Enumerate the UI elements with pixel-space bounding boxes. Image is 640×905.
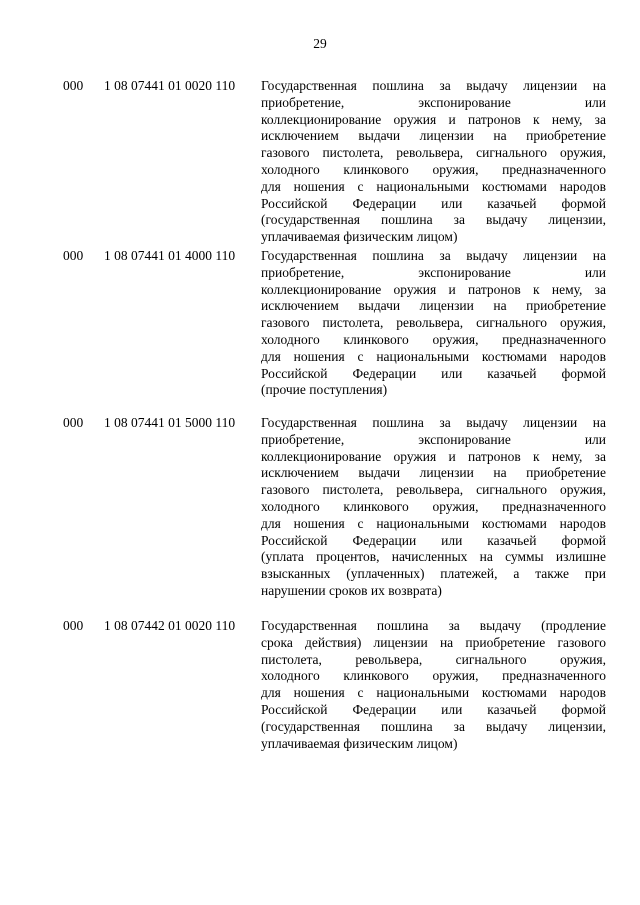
description-line: приобретение, экспонирование или — [261, 264, 606, 280]
description-line: (уплата процентов, начисленных на суммы излишне — [261, 549, 606, 565]
description-line: (государственная пошлина за выдачу лицензии, — [261, 212, 606, 228]
table-row — [0, 248, 640, 415]
description-line: холодного клинкового оружия, предназначенного — [261, 161, 606, 177]
description-line: нарушении сроков их возврата) — [261, 582, 442, 598]
page-number: 29 — [313, 36, 327, 51]
description-line: Российской Федерации или казачьей формой — [261, 701, 606, 717]
description-line: приобретение, экспонирование или — [261, 94, 606, 110]
description-line: холодного клинкового оружия, предназначенного — [261, 498, 606, 514]
description-line: Российской Федерации или казачьей формой — [261, 195, 606, 211]
description-line: Государственная пошлина за выдачу лицензии на — [261, 248, 606, 263]
description-line: коллекционирование оружия и патронов к нему, за — [261, 281, 606, 297]
table-row — [0, 78, 640, 248]
description-line: приобретение, экспонирование или — [261, 431, 606, 447]
administrator-code: 000 — [63, 248, 84, 263]
classification-table — [0, 78, 640, 768]
description-line: уплачиваемая физическим лицом) — [261, 735, 458, 751]
table-row — [0, 415, 640, 618]
description-line: для ношения с национальными костюмами народов — [261, 348, 606, 364]
revenue-description — [261, 618, 606, 752]
description-line: уплачиваемая физическим лицом) — [261, 229, 458, 245]
budget-classification-code: 1 08 07441 01 4000 110 — [104, 248, 236, 263]
table-row — [0, 618, 640, 768]
description-line: исключением выдачи лицензии на приобретение — [261, 128, 606, 144]
description-line: Государственная пошлина за выдачу лицензии на — [261, 78, 606, 93]
budget-classification-code: 1 08 07442 01 0020 110 — [104, 618, 236, 633]
description-line: пистолета, револьвера, сигнального оружия, — [261, 651, 606, 667]
description-line: взысканных (уплаченных) платежей, а также при — [261, 566, 606, 582]
description-line: для ношения с национальными костюмами народов — [261, 178, 606, 194]
description-line: для ношения с национальными костюмами народов — [261, 515, 606, 531]
revenue-description — [261, 78, 606, 246]
description-line: (государственная пошлина за выдачу лицензии, — [261, 718, 606, 734]
description-line: Государственная пошлина за выдачу лицензии на — [261, 415, 606, 430]
description-line: Государственная пошлина за выдачу (продление — [261, 618, 606, 633]
description-line: (прочие поступления) — [261, 382, 388, 398]
administrator-code: 000 — [63, 78, 84, 93]
administrator-code: 000 — [63, 415, 84, 430]
description-line: холодного клинкового оружия, предназначенного — [261, 331, 606, 347]
description-line: исключением выдачи лицензии на приобретение — [261, 298, 606, 314]
description-line: исключением выдачи лицензии на приобретение — [261, 465, 606, 481]
description-line: газового пистолета, револьвера, сигнального оружия, — [261, 145, 606, 161]
description-line: для ношения с национальными костюмами народов — [261, 685, 606, 701]
description-line: Российской Федерации или казачьей формой — [261, 365, 606, 381]
description-line: коллекционирование оружия и патронов к нему, за — [261, 111, 606, 127]
budget-classification-code: 1 08 07441 01 5000 110 — [104, 415, 236, 430]
description-line: газового пистолета, револьвера, сигнального оружия, — [261, 482, 606, 498]
description-line: срока действия) лицензии на приобретение газового — [261, 634, 606, 650]
revenue-description — [261, 248, 606, 399]
administrator-code: 000 — [63, 618, 84, 633]
description-line: Российской Федерации или казачьей формой — [261, 532, 606, 548]
description-line: холодного клинкового оружия, предназначенного — [261, 668, 606, 684]
description-line: газового пистолета, револьвера, сигнального оружия, — [261, 315, 606, 331]
description-line: коллекционирование оружия и патронов к нему, за — [261, 448, 606, 464]
revenue-description — [261, 415, 606, 600]
budget-classification-code: 1 08 07441 01 0020 110 — [104, 78, 236, 93]
